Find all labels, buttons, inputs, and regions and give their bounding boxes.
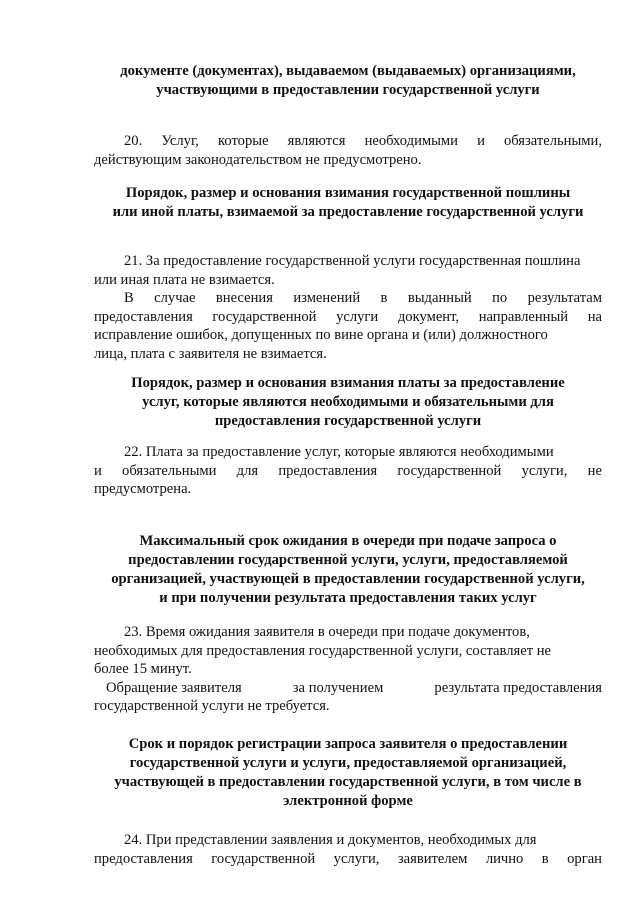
- paragraph-line: предусмотрена.: [94, 481, 192, 497]
- paragraph-23: [94, 623, 602, 716]
- paragraph-line: [94, 679, 602, 698]
- heading-line: организацией, участвующей в предоставлении государственной услуги,: [111, 571, 585, 587]
- section-heading-service-fee: [88, 374, 608, 431]
- section-heading-queue-time: [88, 532, 608, 608]
- heading-line: Порядок, размер и основания взимания государственной пошлины: [125, 185, 571, 201]
- paragraph-line: необходимых для предоставления государственной услуги, составляет не: [94, 642, 552, 659]
- heading-line: документе (документах), выдаваемом (выдаваемых) организациями,: [120, 63, 576, 79]
- word: орган: [567, 850, 602, 867]
- word: необходимыми: [364, 133, 458, 149]
- heading-line: Максимальный срок ожидания в очереди при подаче запроса о: [139, 533, 557, 549]
- word: государственной: [212, 308, 317, 325]
- heading-line: участвующими в предоставлении государственной услуги: [156, 82, 540, 98]
- word: для: [236, 462, 259, 479]
- word: В: [124, 290, 134, 306]
- section-heading-documents: [88, 62, 608, 100]
- paragraph-line: действующим законодательством не предусмотрено.: [94, 151, 422, 168]
- paragraph-line: более 15 минут.: [94, 661, 192, 677]
- heading-line: предоставлении государственной услуги, услуги, предоставляемой: [128, 552, 568, 568]
- paragraph-line: государственной услуги не требуется.: [94, 698, 330, 714]
- word: и: [94, 462, 102, 479]
- word: результата предоставления: [434, 679, 602, 696]
- word: предоставления: [94, 850, 193, 867]
- paragraph-line: 24. При представлении заявления и документов, необходимых для: [124, 832, 537, 848]
- word: Обращение заявителя: [106, 679, 242, 696]
- word: документ,: [397, 308, 460, 325]
- word: государственной: [211, 850, 316, 867]
- heading-line: Порядок, размер и основания взимания платы за предоставление: [131, 375, 565, 391]
- word: которые: [218, 133, 269, 149]
- paragraph-line: [94, 289, 602, 308]
- paragraph-line: или иная плата не взимается.: [94, 271, 275, 288]
- heading-line: участвующей в предоставлении государственной услуги, в том числе в: [114, 774, 582, 790]
- word: предоставления: [278, 462, 378, 479]
- paragraph-21: [94, 252, 602, 363]
- word: случае: [154, 290, 196, 306]
- word: Услуг,: [161, 133, 199, 149]
- word: за получением: [292, 679, 384, 696]
- word: и: [477, 133, 485, 149]
- word: по: [492, 290, 508, 306]
- paragraph-line: 22. Плата за предоставление услуг, которые являются необходимыми: [124, 444, 554, 460]
- word: предоставления: [94, 308, 193, 325]
- word: услуги,: [333, 850, 380, 867]
- word: обязательными: [122, 462, 217, 479]
- paragraph-24: [94, 831, 602, 868]
- word: в: [541, 850, 549, 867]
- word: обязательными,: [503, 133, 602, 149]
- heading-line: услуг, которые являются необходимыми и обязательными для: [142, 394, 554, 410]
- word: на: [587, 308, 602, 325]
- word: заявителем: [397, 850, 468, 867]
- word: направленный: [478, 308, 569, 325]
- heading-line: электронной форме: [283, 793, 413, 809]
- paragraph-line: исправление ошибок, допущенных по вине органа и (или) должностного: [94, 327, 548, 343]
- paragraph-line: 23. Время ожидания заявителя в очереди при подаче документов,: [124, 624, 530, 640]
- section-heading-state-fee: [88, 184, 608, 222]
- word: лично: [485, 850, 524, 867]
- paragraph-line: [94, 132, 602, 151]
- paragraph-line: [94, 850, 602, 869]
- word: 20.: [124, 133, 143, 149]
- heading-line: государственной услуги и услуги, предоставляемой организацией,: [129, 755, 567, 771]
- word: выданный: [407, 290, 472, 306]
- paragraph-line: 21. За предоставление государственной услуги государственная пошлина: [124, 253, 581, 269]
- heading-line: или иной платы, взимаемой за предоставление государственной услуги: [112, 204, 584, 220]
- word: изменений: [293, 290, 361, 306]
- word: не: [587, 462, 602, 479]
- section-heading-registration: [88, 735, 608, 811]
- word: в: [380, 290, 388, 306]
- word: внесения: [215, 290, 273, 306]
- paragraph-line: лица, плата с заявителя не взимается.: [94, 345, 327, 362]
- word: услуги,: [521, 462, 568, 479]
- paragraph-20: [94, 132, 602, 169]
- word: результатам: [527, 290, 602, 306]
- heading-line: предоставления государственной услуги: [214, 413, 482, 429]
- paragraph-22: [94, 443, 602, 499]
- heading-line: Срок и порядок регистрации запроса заявителя о предоставлении: [128, 736, 568, 752]
- paragraph-line: [94, 308, 602, 327]
- word: государственной: [397, 462, 502, 479]
- paragraph-line: [94, 462, 602, 481]
- word: услуги: [336, 308, 379, 325]
- heading-line: и при получении результата предоставления таких услуг: [159, 590, 537, 606]
- word: являются: [287, 133, 346, 149]
